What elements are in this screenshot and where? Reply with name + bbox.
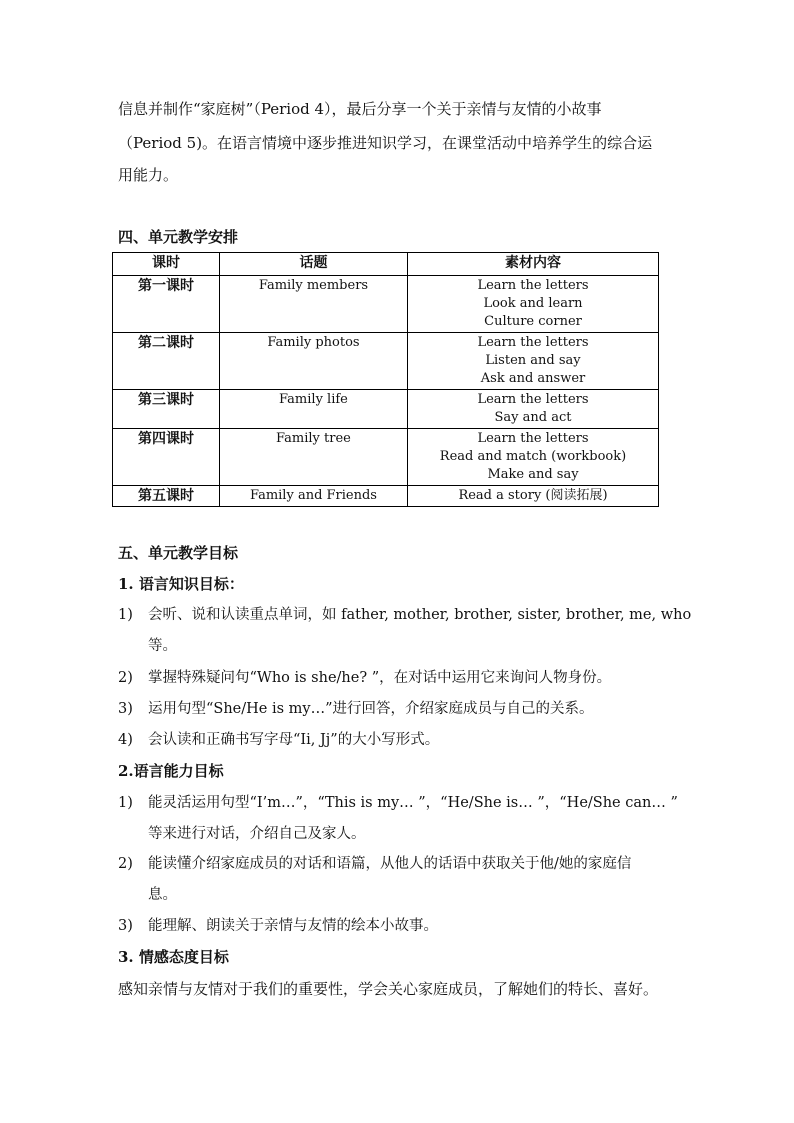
materials-cell (408, 333, 659, 390)
materials-cell (408, 486, 659, 507)
materials-cell (408, 390, 659, 429)
intro-line-2: （Period 5)。在语言情境中逐步推进知识学习，在课堂活动中培养学生的综合运 (118, 134, 653, 152)
material-line: Say and act (494, 410, 572, 425)
intro-line-3: 用能力。 (118, 166, 179, 184)
list-continuation: 息。 (148, 887, 177, 903)
list-number: 4) (118, 732, 133, 748)
table-row (113, 390, 659, 429)
attitude-goals-text: 感知亲情与友情对于我们的重要性，学会关心家庭成员，了解她们的特长、喜好。 (118, 980, 659, 998)
schedule-table (112, 252, 659, 507)
table-header-row (113, 253, 659, 276)
intro-line-1: 信息并制作“家庭树”（Period 4），最后分享一个关于亲情与友情的小故事 (118, 100, 602, 118)
material-line: Read a story (阅读拓展) (458, 488, 608, 503)
materials-cell (408, 276, 659, 333)
list-item (118, 854, 698, 874)
list-item (118, 916, 698, 936)
ability-goals-title: 2.语言能力目标 (118, 762, 224, 780)
header-topic: 话题 (219, 253, 407, 276)
materials-cell (408, 429, 659, 486)
list-item (118, 699, 698, 719)
topic-cell: Family members (219, 276, 407, 333)
attitude-goals-title: 3. 情感态度目标 (118, 948, 229, 966)
section-5-title: 五、单元教学目标 (118, 544, 239, 562)
period-cell: 第二课时 (113, 333, 220, 390)
material-line: Learn the letters (477, 335, 589, 350)
list-item (118, 605, 698, 625)
table-row (113, 429, 659, 486)
material-line: Listen and say (485, 353, 581, 368)
list-text: 能读懂介绍家庭成员的对话和语篇，从他人的话语中获取关于他/她的家庭信 (148, 856, 632, 872)
topic-cell: Family tree (219, 429, 407, 486)
list-number: 3) (118, 701, 133, 717)
section-4-title: 四、单元教学安排 (118, 228, 239, 246)
material-line: Learn the letters (477, 431, 589, 446)
list-number: 1) (118, 795, 133, 811)
material-line: Learn the letters (477, 278, 589, 293)
list-text: 掌握特殊疑问句“Who is she/he? ”，在对话中运用它来询问人物身份。 (148, 670, 612, 686)
knowledge-goals-title: 1. 语言知识目标： (118, 575, 244, 593)
list-continuation: 等来进行对话，介绍自己及家人。 (148, 826, 366, 842)
topic-cell: Family photos (219, 333, 407, 390)
list-number: 2) (118, 856, 133, 872)
topic-cell: Family life (219, 390, 407, 429)
list-text: 会认读和正确书写字母“Ii, Jj”的大小写形式。 (148, 732, 440, 748)
material-line: Culture corner (484, 314, 582, 329)
topic-cell: Family and Friends (219, 486, 407, 507)
material-line: Look and learn (483, 296, 583, 311)
header-materials: 素材内容 (408, 253, 659, 276)
table-row (113, 276, 659, 333)
list-item (118, 730, 698, 750)
list-item (118, 668, 698, 688)
list-text: 会听、说和认读重点单词，如 father, mother, brother, sister, brother, me, who (148, 607, 692, 623)
table-row (113, 333, 659, 390)
period-cell: 第四课时 (113, 429, 220, 486)
list-number: 3) (118, 918, 133, 934)
list-text: 运用句型“She/He is my…”进行回答，介绍家庭成员与自己的关系。 (148, 701, 594, 717)
material-line: Ask and answer (480, 371, 586, 386)
list-text: 能理解、朗读关于亲情与友情的绘本小故事。 (148, 918, 438, 934)
period-cell: 第三课时 (113, 390, 220, 429)
material-line: Learn the letters (477, 392, 589, 407)
list-number: 2) (118, 670, 133, 686)
header-period: 课时 (113, 253, 220, 276)
list-continuation: 等。 (148, 638, 177, 654)
table-row (113, 486, 659, 507)
list-item (118, 793, 698, 813)
material-line: Read and match (workbook) (439, 449, 627, 464)
list-number: 1) (118, 607, 133, 623)
list-text: 能灵活运用句型“I’m…”，“This is my… ”，“He/She is… ”，“He/She can… ” (148, 795, 678, 811)
material-line: Make and say (487, 467, 579, 482)
period-cell: 第五课时 (113, 486, 220, 507)
period-cell: 第一课时 (113, 276, 220, 333)
